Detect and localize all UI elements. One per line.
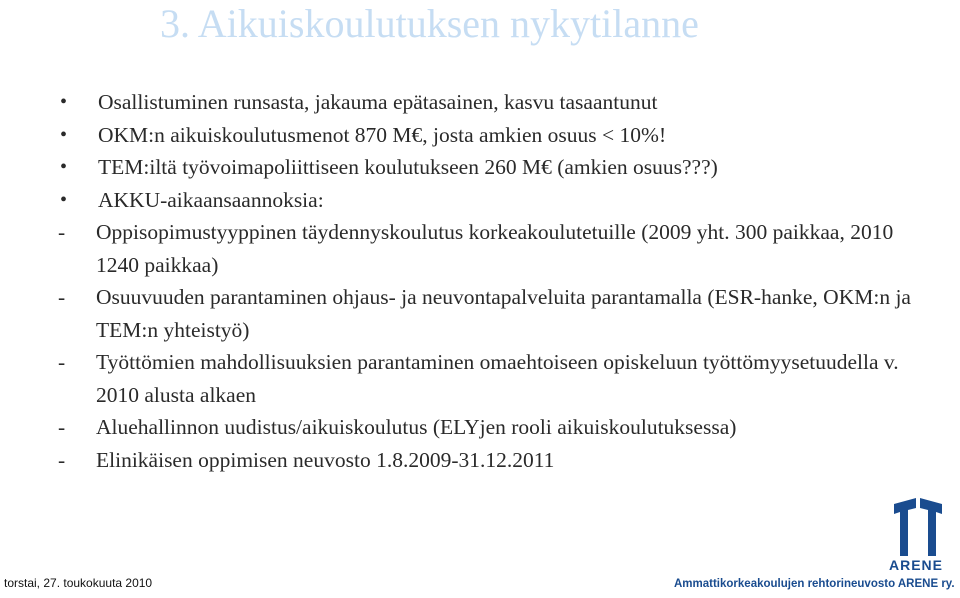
- list-item: [52, 281, 932, 346]
- list-item-text: Elinikäisen oppimisen neuvosto 1.8.2009-31.12.2011: [96, 447, 555, 472]
- list-item: [52, 151, 932, 184]
- dash-marker: -: [58, 285, 66, 309]
- dash-marker: -: [58, 447, 66, 472]
- slide-content: [52, 86, 932, 476]
- organization-name: Ammattikorkeakoulujen rehtorineuvosto ARENE ry.: [674, 578, 955, 590]
- list-item: [52, 86, 932, 119]
- bullet-marker: •: [60, 156, 68, 178]
- bullet-marker: •: [60, 123, 68, 146]
- list-item-text: Osallistuminen runsasta, jakauma epätasainen, kasvu tasaantunut: [98, 90, 658, 114]
- list-item-text: OKM:n aikuiskoulutusmenot 870 M€, josta amkien osuus < 10%!: [98, 122, 667, 147]
- list-item-text: Aluehallinnon uudistus/aikuiskoulutus (ELYjen rooli aikuiskoulutuksessa): [96, 415, 737, 439]
- list-item-text: AKKU-aikaansaannoksia:: [98, 187, 324, 212]
- dash-marker: -: [58, 350, 66, 374]
- slide-title: 3. Aikuiskoulutuksen nykytilanne: [160, 1, 699, 46]
- list-item: [52, 444, 932, 477]
- dash-marker: -: [58, 220, 66, 244]
- bullet-marker: •: [60, 91, 68, 113]
- list-item: [52, 216, 932, 281]
- logo-wordmark: ARENE: [889, 557, 944, 573]
- list-item-text: Osuuvuuden parantaminen ohjaus- ja neuvontapalveluita parantamalla (ESR-hanke, OKM:n ja TEM:n yhteistyö): [96, 285, 911, 342]
- dash-marker: -: [58, 415, 66, 439]
- list-item: [52, 184, 932, 217]
- list-item-text: Työttömien mahdollisuuksien parantaminen omaehtoiseen opiskeluun työttömyysetuudella v. 2010 alusta alkaen: [96, 350, 899, 407]
- bullet-marker: •: [60, 188, 68, 211]
- arene-logo-icon: [892, 498, 944, 560]
- list-item-text: Oppisopimustyyppinen täydennyskoulutus korkeakoulutetuille (2009 yht. 300 paikkaa, 2010 1240 paikkaa): [96, 220, 894, 277]
- slide-date: torstai, 27. toukokuuta 2010: [4, 576, 153, 590]
- list-item: [52, 411, 932, 444]
- list-item: [52, 346, 932, 411]
- list-item-text: TEM:iltä työvoimapoliittiseen koulutukseen 260 M€ (amkien osuus???): [98, 155, 718, 179]
- list-item: [52, 119, 932, 152]
